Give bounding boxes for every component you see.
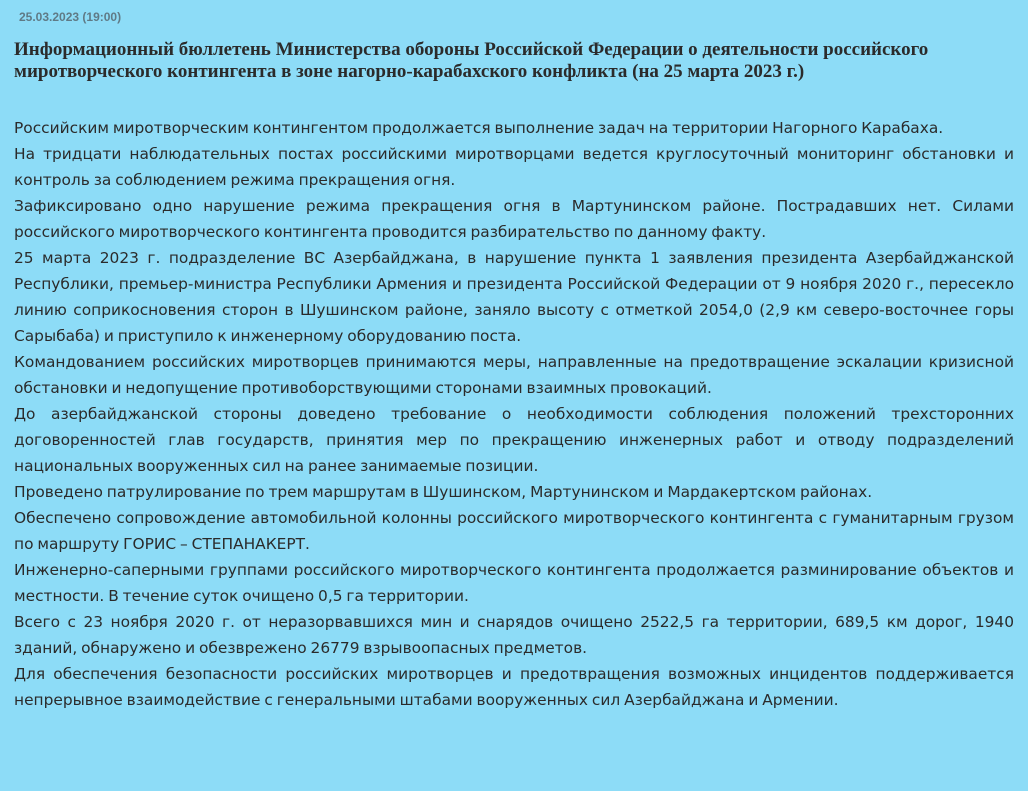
article-paragraph: Всего с 23 ноября 2020 г. от неразорвавшихся мин и снарядов очищено 2522,5 га территории, 689,5 км дорог, 1940 зданий, обнаружено и обезврежено 26779 взрывоопасных предметов. [14,613,1014,657]
article-paragraph: Зафиксировано одно нарушение режима прекращения огня в Мартунинском районе. Пострадавших нет. Силами российского миротворческого контингента проводится разбирательство по данному факту. [14,197,1014,241]
article-paragraph: До азербайджанской стороны доведено требование о необходимости соблюдения положений трехсторонних договоренностей глав государств, принятия мер по прекращению инженерных работ и отводу подразделений национальных вооруженных сил на ранее занимаемые позиции. [14,405,1014,475]
article-paragraph: Обеспечено сопровождение автомобильной колонны российского миротворческого контингента с гуманитарным грузом по маршруту ГОРИС – СТЕПАНАКЕРТ. [14,509,1014,553]
article-paragraph: Российским миротворческим контингентом продолжается выполнение задач на территории Нагорного Карабаха. [14,119,944,137]
publication-date: 25.03.2023 (19:00) [19,10,122,24]
article-paragraph: На тридцати наблюдательных постах российскими миротворцами ведется круглосуточный мониторинг обстановки и контроль за соблюдением режима прекращения огня. [14,145,1014,189]
article-body [14,115,1014,713]
article-paragraph: Командованием российских миротворцев принимаются меры, направленные на предотвращение эскалации кризисной обстановки и недопущение противоборствующими сторонами взаимных провокаций. [14,353,1014,397]
article-paragraph: 25 марта 2023 г. подразделение ВС Азербайджана, в нарушение пункта 1 заявления президента Азербайджанской Республики, премьер-министра Республики Армения и президента Российской Федерации от 9 ноября 2020 г., пересекло линию соприкосновения сторон в Шушинском районе, заняло высоту с отметкой 2054,0 (2,9 км северо-восточнее горы Сарыбаба) и приступило к инженерному оборудованию поста. [14,249,1014,345]
article-paragraph: Инженерно-саперными группами российского миротворческого контингента продолжается разминирование объектов и местности. В течение суток очищено 0,5 га территории. [14,561,1014,605]
article-paragraph: Для обеспечения безопасности российских миротворцев и предотвращения возможных инцидентов поддерживается непрерывное взаимодействие с генеральными штабами вооруженных сил Азербайджана и Армении. [14,665,1014,709]
article-title: Информационный бюллетень Министерства обороны Российской Федерации о деятельности российского миротворческого контингента в зоне нагорно-карабахского конфликта (на 25 марта 2023 г.) [14,39,929,82]
article [14,0,1014,791]
article-paragraph: Проведено патрулирование по трем маршрутам в Шушинском, Мартунинском и Мардакертском районах. [14,483,873,501]
